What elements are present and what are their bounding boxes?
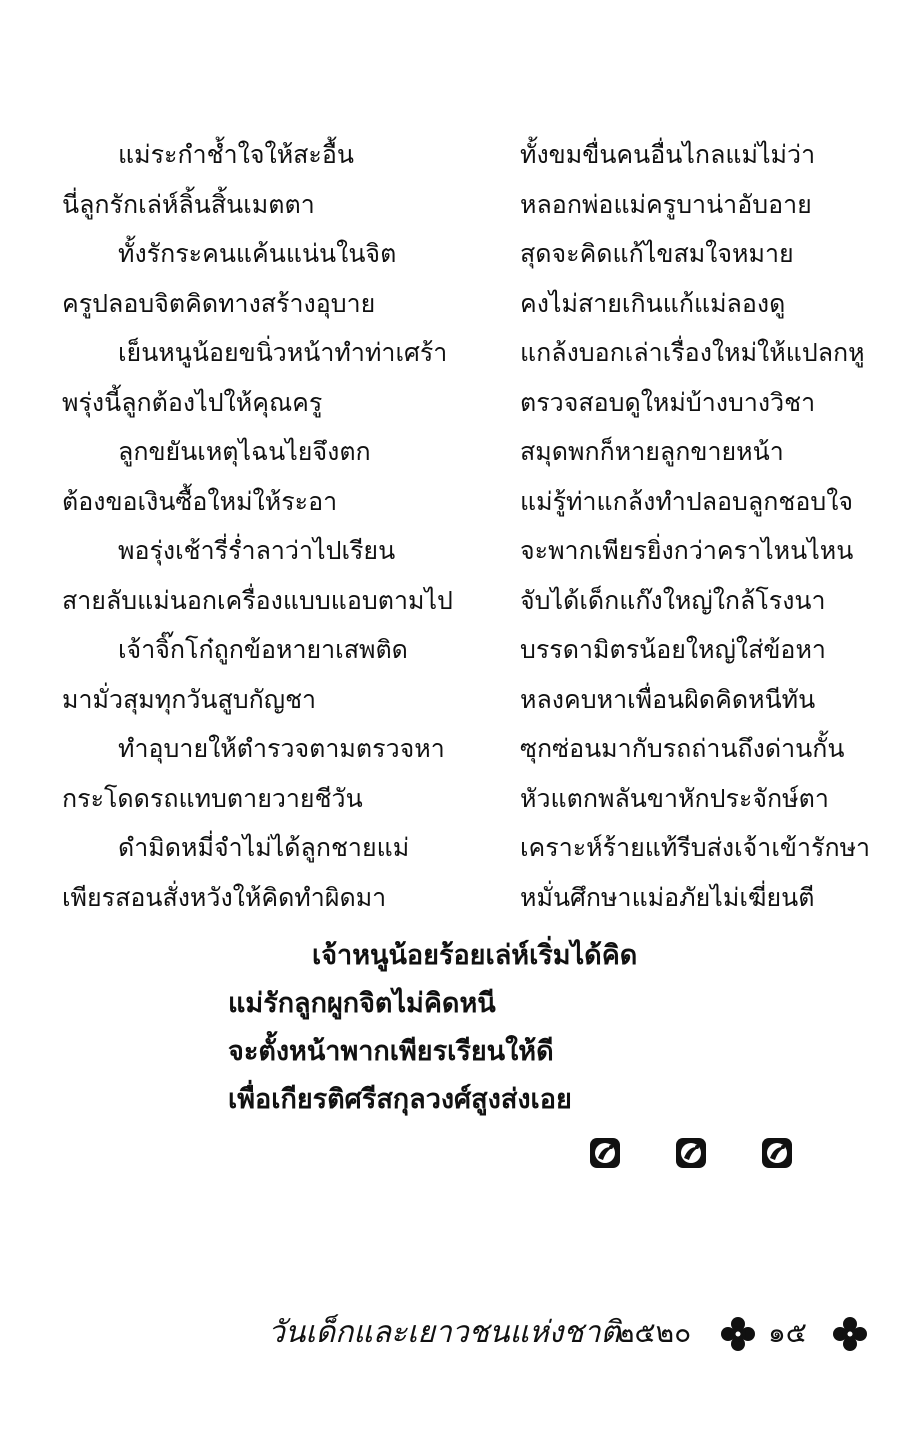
- verse-couplet: [0, 675, 920, 725]
- footer-year: ๒๕๒๐: [616, 1316, 692, 1349]
- verse-line-right: ตรวจสอบดูใหม่บ้างบางวิชา: [520, 387, 816, 417]
- verse-line-right: บรรดามิตรน้อยใหญ่ใส่ข้อหา: [520, 635, 826, 664]
- verse-couplet: [0, 576, 920, 626]
- verse-line-right: ซุกซ่อนมากับรถถ่านถึงด่านกั้น: [520, 734, 845, 763]
- verse-line-right: หลอกพ่อแม่ครูบาน่าอับอาย: [520, 189, 812, 219]
- verse-line-left: กระโดดรถแทบตายวายชีวัน: [62, 783, 363, 813]
- verse-line-right: ทั้งขมขื่นคนอื่นไกลแม่ไม่ว่า: [520, 140, 816, 169]
- verse-line-left: เจ้าจิ๊กโก๋ถูกข้อหายาเสพติด: [118, 635, 408, 664]
- verse-line-left: ทั้งรักระคนแค้นแน่นในจิต: [118, 239, 397, 268]
- verse-couplet: [0, 873, 920, 923]
- verse-line-right: สุดจะคิดแก้ไขสมใจหมาย: [520, 239, 794, 268]
- verse-line-left: พรุ่งนี้ลูกต้องไปให้คุณครู: [62, 387, 323, 417]
- verse-line-left: มามั่วสุมทุกวันสูบกัญชา: [62, 684, 317, 714]
- verse-couplet: [0, 823, 920, 873]
- flower-icon: [720, 1316, 756, 1352]
- verse-couplet: [0, 229, 920, 279]
- verse-line-left: เพียรสอนสั่งหวังให้คิดทำผิดมา: [62, 882, 387, 912]
- verse-line-right: หลงคบหาเพื่อนผิดคิดหนีทัน: [520, 684, 816, 714]
- verse-line-left: แม่ระกำช้ำใจให้สะอื้น: [118, 140, 354, 169]
- closing-line: เพื่อเกียรติศรีสกุลวงศ์สูงส่งเอย: [228, 1084, 572, 1115]
- verse-line-left: ครูปลอบจิตคิดทางสร้างอุบาย: [62, 288, 376, 318]
- closing-line: เจ้าหนูน้อยร้อยเล่ห์เริ่มได้คิด: [312, 940, 638, 971]
- verse-couplet: [0, 526, 920, 576]
- verse-line-left: ดำมิดหมี่จำไม่ได้ลูกชายแม่: [118, 833, 410, 862]
- footer-title: วันเด็กและเยาวชนแห่งชาติ: [268, 1315, 620, 1350]
- verse-line-right: จะพากเพียรยิ่งกว่าคราไหนไหน: [520, 536, 854, 565]
- verse-line-right: สมุดพกก็หายลูกขายหน้า: [520, 437, 784, 466]
- verse-line-right: เคราะห์ร้ายแท้รีบส่งเจ้าเข้ารักษา: [520, 833, 871, 862]
- verse-line-right: แม่รู้ท่าแกล้งทำปลอบลูกชอบใจ: [520, 486, 854, 516]
- closing-line: แม่รักลูกผูกจิตไม่คิดหนี: [228, 988, 496, 1019]
- verse-line-right: แกล้งบอกเล่าเรื่องใหม่ให้แปลกหู: [520, 338, 865, 367]
- verse-couplet: [0, 180, 920, 230]
- flower-icon: [832, 1316, 868, 1352]
- verse-line-right: คงไม่สายเกินแก้แม่ลองดู: [520, 288, 786, 318]
- ornament-icon: [674, 1136, 708, 1170]
- verse-line-left: พอรุ่งเช้ารี่ร่ำลาว่าไปเรียน: [118, 536, 396, 565]
- ornament-icon: [588, 1136, 622, 1170]
- section-end-ornaments: [0, 1136, 920, 1176]
- verse-couplet: [0, 378, 920, 428]
- verse-line-right: หัวแตกพลันขาหักประจักษ์ตา: [520, 783, 829, 813]
- verse-couplet: [0, 625, 920, 675]
- verse-line-left: เย็นหนูน้อยขนิ่วหน้าทำท่าเศร้า: [118, 338, 448, 367]
- verse-line-right: หมั่นศึกษาแม่อภัยไม่เฆี่ยนตี: [520, 882, 815, 912]
- verse-couplet: [0, 328, 920, 378]
- page-footer: [0, 1308, 920, 1358]
- verse-couplet: [0, 477, 920, 527]
- verse-line-right: จับได้เด็กแก๊งใหญ่ใกล้โรงนา: [520, 585, 826, 615]
- poem-verse: [0, 130, 920, 922]
- verse-couplet: [0, 130, 920, 180]
- verse-line-left: ต้องขอเงินซื้อใหม่ให้ระอา: [62, 486, 338, 516]
- verse-line-left: นี่ลูกรักเล่ห์ลิ้นสิ้นเมตตา: [62, 189, 315, 219]
- verse-line-left: ทำอุบายให้ตำรวจตามตรวจหา: [118, 734, 445, 763]
- closing-line: จะตั้งหน้าพากเพียรเรียนให้ดี: [228, 1036, 554, 1067]
- verse-couplet: [0, 774, 920, 824]
- page-number: ๑๕: [768, 1316, 807, 1349]
- ornament-icon: [760, 1136, 794, 1170]
- verse-line-left: ลูกขยันเหตุไฉนไยจึงตก: [118, 437, 371, 466]
- verse-couplet: [0, 427, 920, 477]
- verse-couplet: [0, 724, 920, 774]
- verse-couplet: [0, 279, 920, 329]
- verse-line-left: สายลับแม่นอกเครื่องแบบแอบตามไป: [62, 585, 453, 615]
